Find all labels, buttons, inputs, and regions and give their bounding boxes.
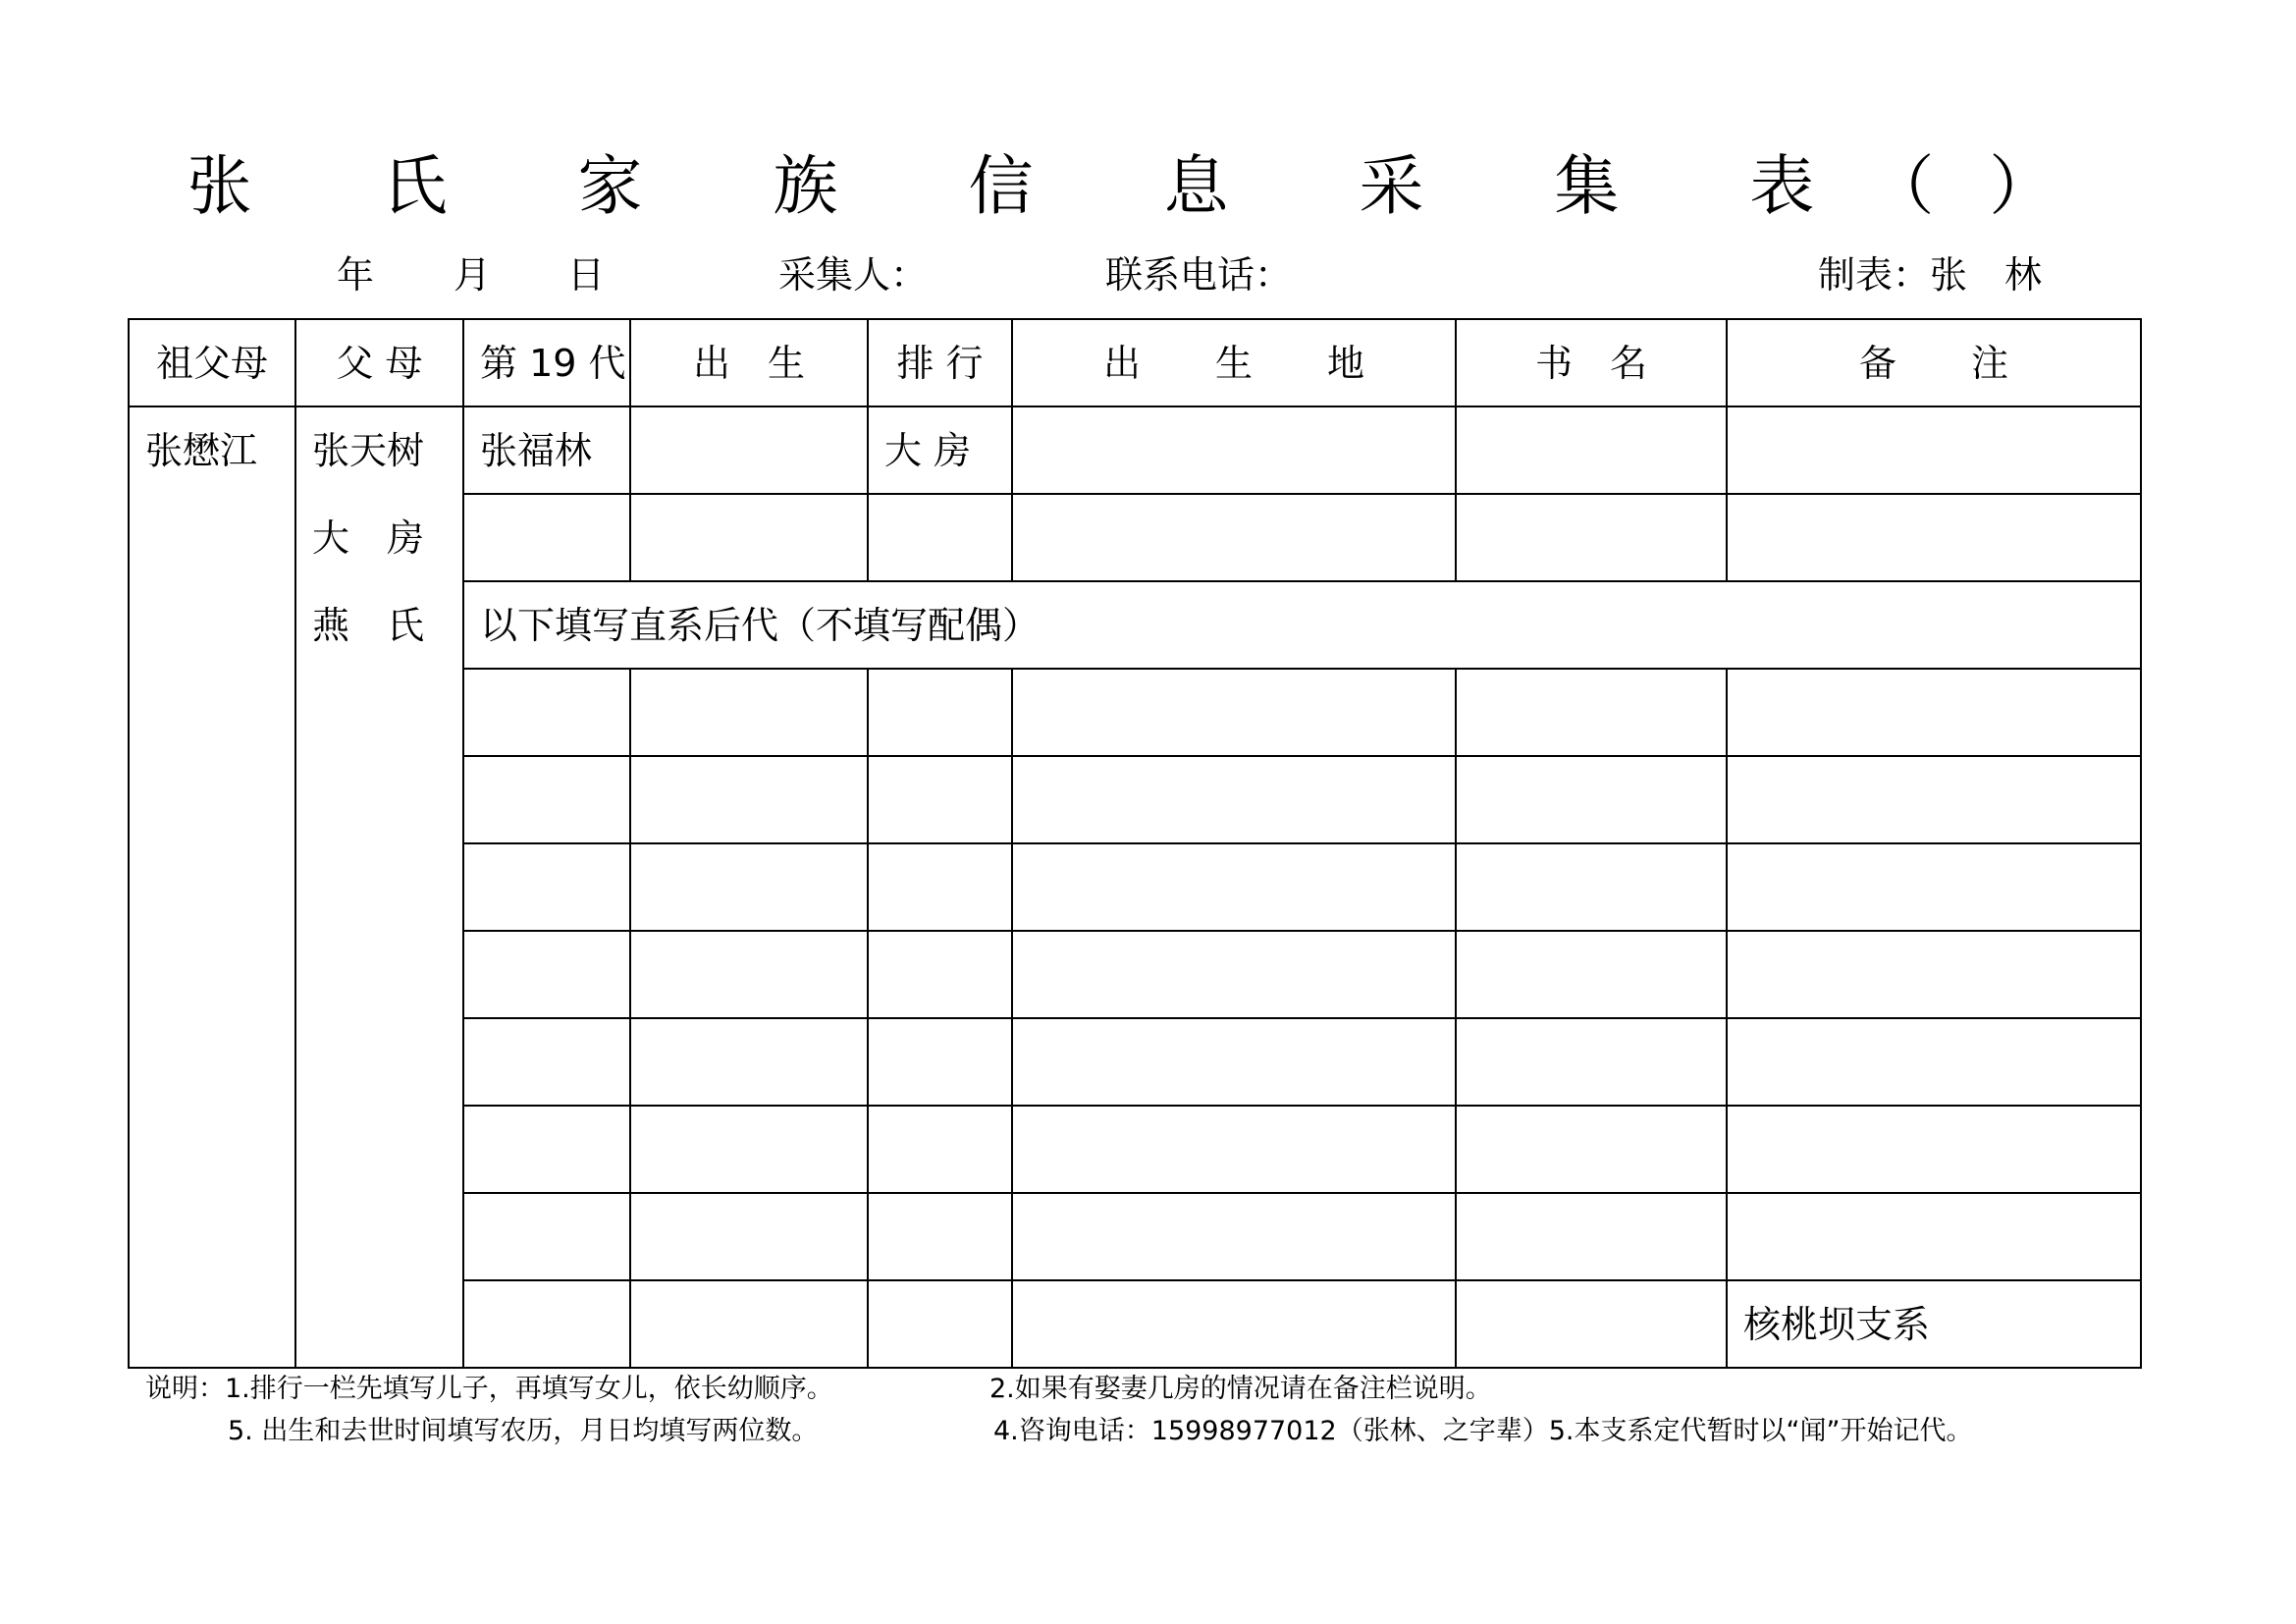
table-cell[interactable] (1456, 931, 1727, 1018)
table-cell[interactable] (1012, 756, 1456, 843)
collector-label: 采集人： (778, 253, 929, 297)
table-cell[interactable] (1727, 931, 2141, 1018)
table-cell[interactable] (463, 669, 630, 756)
note-line-2b: 4.咨询电话：15998977012（张林、之字辈）5.本支系定代暂时以“闻”开始记代。 (993, 1416, 1973, 1446)
table-cell[interactable] (1727, 1193, 2141, 1280)
header-rank: 排 行 (868, 319, 1012, 406)
table-cell[interactable] (463, 1106, 630, 1193)
table-cell[interactable] (1456, 406, 1727, 494)
table-cell[interactable] (630, 1280, 868, 1368)
grandparent-cell[interactable]: 张懋江 (129, 406, 295, 1368)
table-cell[interactable] (1012, 1018, 1456, 1106)
table-cell[interactable] (1727, 406, 2141, 494)
table-cell[interactable] (1456, 494, 1727, 581)
table-cell[interactable] (463, 931, 630, 1018)
table-row (129, 406, 2141, 494)
table-cell[interactable] (868, 1280, 1012, 1368)
table-cell[interactable] (463, 494, 630, 581)
parent-father: 张天树 (312, 429, 425, 472)
table-cell[interactable] (1012, 931, 1456, 1018)
date-month-label: 月 (454, 253, 492, 297)
header-birthplace: 出 生 地 (1012, 319, 1456, 406)
gen19-rank-cell[interactable]: 大 房 (868, 406, 1012, 494)
descendants-note: 以下填写直系后代（不填写配偶） (463, 581, 2141, 669)
table-cell[interactable] (868, 669, 1012, 756)
table-cell[interactable] (868, 1193, 1012, 1280)
table-cell[interactable] (1012, 1193, 1456, 1280)
table-cell[interactable] (1727, 494, 2141, 581)
table-cell[interactable] (1012, 1106, 1456, 1193)
header-parents: 父 母 (295, 319, 463, 406)
table-cell[interactable] (1012, 406, 1456, 494)
parent-rank: 大 房 (312, 516, 425, 560)
made-by-label: 制表：张 林 (1818, 253, 2043, 297)
header-grandparents: 祖父母 (129, 319, 295, 406)
table-cell[interactable] (868, 931, 1012, 1018)
table-cell[interactable] (1456, 1280, 1727, 1368)
table-cell[interactable] (630, 1106, 868, 1193)
note-line-2a: 5. 出生和去世时间填写农历，月日均填写两位数。 (228, 1416, 819, 1446)
table-cell[interactable] (868, 494, 1012, 581)
date-day-label: 日 (567, 253, 606, 297)
table-cell[interactable] (1456, 669, 1727, 756)
table-cell[interactable] (463, 1018, 630, 1106)
table-cell[interactable] (463, 756, 630, 843)
table-cell[interactable] (630, 1193, 868, 1280)
table-cell[interactable] (1456, 1106, 1727, 1193)
table-cell[interactable] (868, 1106, 1012, 1193)
table-cell[interactable] (630, 669, 868, 756)
table-cell[interactable] (1012, 1280, 1456, 1368)
table-cell[interactable] (630, 843, 868, 931)
header-birth: 出 生 (630, 319, 868, 406)
note-line-1b: 2.如果有娶妻几房的情况请在备注栏说明。 (989, 1374, 1492, 1404)
table-cell[interactable] (1456, 843, 1727, 931)
table-cell[interactable] (1012, 843, 1456, 931)
note-line-1a: 说明：1.排行一栏先填写儿子，再填写女儿，依长幼顺序。 (145, 1374, 833, 1404)
table-cell[interactable] (630, 1018, 868, 1106)
table-cell[interactable] (630, 406, 868, 494)
table-cell[interactable] (1012, 494, 1456, 581)
form-title: 张 氏 家 族 信 息 采 集 表（） (187, 148, 2109, 224)
table-cell[interactable] (463, 1193, 630, 1280)
table-cell[interactable] (1727, 1106, 2141, 1193)
header-remarks: 备 注 (1727, 319, 2141, 406)
table-cell[interactable] (1727, 843, 2141, 931)
table-cell[interactable] (630, 931, 868, 1018)
branch-note-cell[interactable]: 核桃坝支系 (1727, 1280, 2141, 1368)
parents-cell[interactable] (295, 406, 463, 1368)
parent-mother: 燕 氏 (312, 604, 425, 647)
gen19-name-cell[interactable]: 张福林 (463, 406, 630, 494)
table-cell[interactable] (868, 1018, 1012, 1106)
table-cell[interactable] (868, 843, 1012, 931)
header-row (129, 319, 2141, 406)
table-cell[interactable] (463, 843, 630, 931)
table-cell[interactable] (1456, 1193, 1727, 1280)
table-cell[interactable] (1727, 669, 2141, 756)
table-cell[interactable] (868, 756, 1012, 843)
table-cell[interactable] (1456, 756, 1727, 843)
table-cell[interactable] (1727, 756, 2141, 843)
table-cell[interactable] (1012, 669, 1456, 756)
family-info-table (128, 318, 2142, 1369)
contact-phone-label: 联系电话： (1105, 253, 1293, 297)
table-cell[interactable] (630, 756, 868, 843)
date-year-label: 年 (337, 253, 375, 297)
table-cell[interactable] (1727, 1018, 2141, 1106)
header-book-name: 书 名 (1456, 319, 1727, 406)
table-cell[interactable] (463, 1280, 630, 1368)
table-cell[interactable] (630, 494, 868, 581)
table-cell[interactable] (1456, 1018, 1727, 1106)
header-generation-19: 第 19 代 (463, 319, 630, 406)
